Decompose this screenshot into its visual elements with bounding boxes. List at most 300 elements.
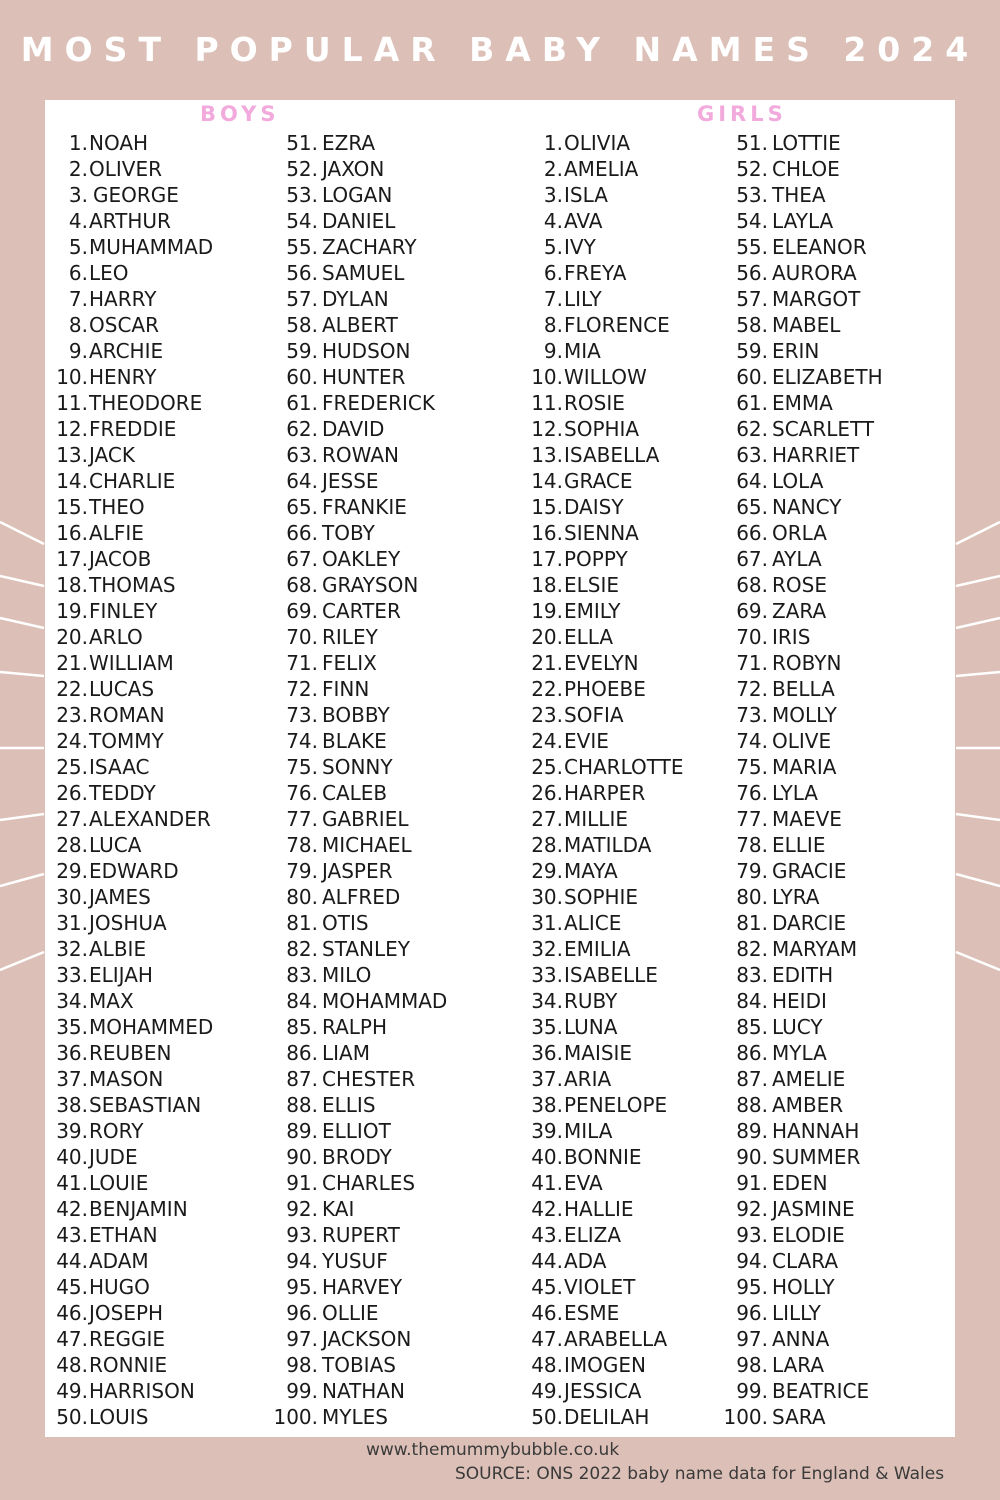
baby-name: RILEY <box>322 625 378 649</box>
baby-name: VIOLET <box>564 1275 636 1299</box>
rank-number: 20. <box>531 625 563 649</box>
baby-name: CHESTER <box>322 1067 416 1091</box>
list-item <box>0 988 1000 1014</box>
rank-number: 12. <box>531 417 563 441</box>
rank-number: 93. <box>286 1223 318 1247</box>
rank-number: 69. <box>736 599 768 623</box>
baby-name: ROWAN <box>322 443 399 467</box>
baby-name: ROBYN <box>772 651 842 675</box>
baby-name: ARIA <box>564 1067 612 1091</box>
website-url: www.themummybubble.co.uk <box>366 1440 620 1460</box>
list-item <box>0 1014 1000 1040</box>
baby-name: MAISIE <box>564 1041 633 1065</box>
source-note: SOURCE: ONS 2022 baby name data for England & Wales <box>455 1464 945 1484</box>
baby-name: LOTTIE <box>772 131 841 155</box>
baby-name: FREDDIE <box>89 417 177 441</box>
baby-name: HUNTER <box>322 365 406 389</box>
baby-name: BEATRICE <box>772 1379 870 1403</box>
baby-name: CLARA <box>772 1249 839 1273</box>
baby-name: LAYLA <box>772 209 834 233</box>
list-item <box>0 208 1000 234</box>
baby-name: ADAM <box>89 1249 149 1273</box>
rank-number: 98. <box>736 1353 768 1377</box>
rank-number: 43. <box>531 1223 563 1247</box>
baby-name: MAEVE <box>772 807 842 831</box>
list-item <box>0 1274 1000 1300</box>
baby-name: FLORENCE <box>564 313 670 337</box>
rank-number: 81. <box>736 911 768 935</box>
rank-number: 77. <box>286 807 318 831</box>
baby-name: GABRIEL <box>322 807 409 831</box>
rank-number: 35. <box>531 1015 563 1039</box>
baby-name: REGGIE <box>89 1327 166 1351</box>
rank-number: 71. <box>286 651 318 675</box>
rank-number: 44. <box>531 1249 563 1273</box>
rank-number: 74. <box>736 729 768 753</box>
rank-number: 19. <box>531 599 563 623</box>
list-item <box>0 702 1000 728</box>
list-item <box>0 1378 1000 1404</box>
baby-name: HENRY <box>89 365 157 389</box>
rank-number: 79. <box>736 859 768 883</box>
rank-number: 45. <box>56 1275 88 1299</box>
baby-name: LUCY <box>772 1015 823 1039</box>
rank-number: 91. <box>736 1171 768 1195</box>
rank-number: 23. <box>531 703 563 727</box>
rank-number: 64. <box>286 469 318 493</box>
baby-name: OLLIE <box>322 1301 379 1325</box>
rank-number: 42. <box>531 1197 563 1221</box>
baby-name: SOPHIA <box>564 417 640 441</box>
baby-name: LUCAS <box>89 677 155 701</box>
baby-name: THOMAS <box>89 573 176 597</box>
baby-name: LIAM <box>322 1041 370 1065</box>
baby-name: AVA <box>564 209 603 233</box>
rank-number: 70. <box>736 625 768 649</box>
baby-name: JAXON <box>322 157 385 181</box>
baby-name: MAX <box>89 989 134 1013</box>
rank-number: 30. <box>531 885 563 909</box>
rank-number: 6. <box>68 261 88 285</box>
baby-name: WILLOW <box>564 365 647 389</box>
baby-name: ETHAN <box>89 1223 158 1247</box>
rank-number: 52. <box>286 157 318 181</box>
rank-number: 89. <box>736 1119 768 1143</box>
baby-name: MOLLY <box>772 703 837 727</box>
baby-name: ELIJAH <box>89 963 153 987</box>
baby-name: OLIVIA <box>564 131 631 155</box>
baby-name: NOAH <box>89 131 149 155</box>
rank-number: 28. <box>56 833 88 857</box>
rank-number: 1. <box>543 131 563 155</box>
rank-number: 61. <box>286 391 318 415</box>
baby-name: JESSICA <box>564 1379 642 1403</box>
rank-number: 25. <box>531 755 563 779</box>
rank-number: 65. <box>736 495 768 519</box>
rank-number: 71. <box>736 651 768 675</box>
list-item <box>0 1352 1000 1378</box>
baby-name: EMMA <box>772 391 833 415</box>
rank-number: 40. <box>56 1145 88 1169</box>
baby-name: YUSUF <box>322 1249 388 1273</box>
baby-name: THEO <box>89 495 145 519</box>
rank-number: 78. <box>736 833 768 857</box>
baby-name: JACK <box>89 443 135 467</box>
page-title: MOST POPULAR BABY NAMES 2024 <box>20 30 980 69</box>
list-item <box>0 338 1000 364</box>
rank-number: 84. <box>736 989 768 1013</box>
baby-name: LEO <box>89 261 129 285</box>
baby-name: OAKLEY <box>322 547 401 571</box>
rank-number: 58. <box>286 313 318 337</box>
rank-number: 54. <box>286 209 318 233</box>
baby-name: SUMMER <box>772 1145 861 1169</box>
rank-number: 51. <box>286 131 318 155</box>
baby-name: HUDSON <box>322 339 411 363</box>
baby-name: ARCHIE <box>89 339 164 363</box>
list-item <box>0 1326 1000 1352</box>
list-item <box>0 156 1000 182</box>
baby-name: DAVID <box>322 417 385 441</box>
list-item <box>0 754 1000 780</box>
list-item <box>0 806 1000 832</box>
baby-name: ESME <box>564 1301 620 1325</box>
baby-name: ORLA <box>772 521 827 545</box>
baby-name: MUHAMMAD <box>89 235 214 259</box>
baby-name: EVELYN <box>564 651 639 675</box>
rank-number: 67. <box>286 547 318 571</box>
rank-number: 58. <box>736 313 768 337</box>
rank-number: 11. <box>531 391 563 415</box>
baby-name: IVY <box>564 235 596 259</box>
baby-name: ISABELLA <box>564 443 660 467</box>
baby-name: CARTER <box>322 599 401 623</box>
rank-number: 95. <box>736 1275 768 1299</box>
rank-number: 62. <box>736 417 768 441</box>
rank-number: 75. <box>286 755 318 779</box>
rank-number: 82. <box>286 937 318 961</box>
rank-number: 26. <box>531 781 563 805</box>
baby-name: FREYA <box>564 261 627 285</box>
rank-number: 41. <box>531 1171 563 1195</box>
rank-number: 7. <box>68 287 88 311</box>
baby-name: DYLAN <box>322 287 389 311</box>
rank-number: 18. <box>56 573 88 597</box>
baby-name: POPPY <box>564 547 628 571</box>
list-item <box>0 1222 1000 1248</box>
baby-name: SAMUEL <box>322 261 405 285</box>
baby-name: LOUIS <box>89 1405 149 1429</box>
baby-name: EZRA <box>322 131 376 155</box>
baby-name: ALBERT <box>322 313 398 337</box>
list-item <box>0 390 1000 416</box>
baby-name: FREDERICK <box>322 391 435 415</box>
baby-name: OLIVER <box>89 157 162 181</box>
rank-number: 85. <box>286 1015 318 1039</box>
rank-number: 32. <box>531 937 563 961</box>
baby-name: ALFIE <box>89 521 144 545</box>
rank-number: 31. <box>56 911 88 935</box>
baby-name: MARYAM <box>772 937 858 961</box>
rank-number: 1. <box>68 131 88 155</box>
rank-number: 40. <box>531 1145 563 1169</box>
list-item <box>0 234 1000 260</box>
list-item <box>0 1196 1000 1222</box>
rank-number: 37. <box>531 1067 563 1091</box>
baby-name: ALBIE <box>89 937 147 961</box>
rank-number: 96. <box>286 1301 318 1325</box>
baby-name: MOHAMMAD <box>322 989 448 1013</box>
rank-number: 44. <box>56 1249 88 1273</box>
baby-name: ALICE <box>564 911 622 935</box>
rank-number: 91. <box>286 1171 318 1195</box>
baby-name: DELILAH <box>564 1405 650 1429</box>
rank-number: 27. <box>56 807 88 831</box>
baby-name: NANCY <box>772 495 842 519</box>
baby-name: DANIEL <box>322 209 396 233</box>
rank-number: 94. <box>286 1249 318 1273</box>
rank-number: 86. <box>286 1041 318 1065</box>
rank-number: 87. <box>286 1067 318 1091</box>
baby-name: SCARLETT <box>772 417 875 441</box>
baby-name: LOLA <box>772 469 824 493</box>
rank-number: 77. <box>736 807 768 831</box>
rank-number: 87. <box>736 1067 768 1091</box>
baby-name: ALEXANDER <box>89 807 211 831</box>
rank-number: 33. <box>56 963 88 987</box>
rank-number: 66. <box>736 521 768 545</box>
rank-number: 63. <box>286 443 318 467</box>
baby-name: ELIZA <box>564 1223 622 1247</box>
list-item <box>0 546 1000 572</box>
rank-number: 74. <box>286 729 318 753</box>
rank-number: 23. <box>56 703 88 727</box>
list-item <box>0 858 1000 884</box>
rank-number: 57. <box>286 287 318 311</box>
baby-name: ARABELLA <box>564 1327 668 1351</box>
rank-number: 31. <box>531 911 563 935</box>
rank-number: 46. <box>56 1301 88 1325</box>
boys-heading: BOYS <box>200 102 280 126</box>
baby-name: BLAKE <box>322 729 387 753</box>
baby-name: AMBER <box>772 1093 844 1117</box>
rank-number: 93. <box>736 1223 768 1247</box>
rank-number: 75. <box>736 755 768 779</box>
list-item <box>0 1066 1000 1092</box>
list-item <box>0 130 1000 156</box>
rank-number: 56. <box>286 261 318 285</box>
baby-name: ROSIE <box>564 391 625 415</box>
baby-name: HUGO <box>89 1275 150 1299</box>
rank-number: 15. <box>531 495 563 519</box>
girls-heading: GIRLS <box>697 102 787 126</box>
baby-name: ZARA <box>772 599 827 623</box>
rank-number: 42. <box>56 1197 88 1221</box>
rank-number: 9. <box>543 339 563 363</box>
rank-number: 82. <box>736 937 768 961</box>
rank-number: 2. <box>543 157 563 181</box>
list-item <box>0 962 1000 988</box>
rank-number: 13. <box>531 443 563 467</box>
baby-name: BONNIE <box>564 1145 642 1169</box>
baby-name: CHARLOTTE <box>564 755 684 779</box>
rank-number: 37. <box>56 1067 88 1091</box>
rank-number: 21. <box>531 651 563 675</box>
baby-name: RUPERT <box>322 1223 400 1247</box>
rank-number: 53. <box>286 183 318 207</box>
rank-number: 73. <box>286 703 318 727</box>
rank-number: 43. <box>56 1223 88 1247</box>
rank-number: 46. <box>531 1301 563 1325</box>
baby-name: CHARLES <box>322 1171 416 1195</box>
rank-number: 22. <box>531 677 563 701</box>
rank-number: 70. <box>286 625 318 649</box>
baby-name: RUBY <box>564 989 618 1013</box>
baby-name: MILLIE <box>564 807 628 831</box>
baby-name: RALPH <box>322 1015 388 1039</box>
rank-number: 9. <box>68 339 88 363</box>
baby-name: ADA <box>564 1249 607 1273</box>
rank-number: 54. <box>736 209 768 233</box>
rank-number: 90. <box>286 1145 318 1169</box>
baby-name: ISAAC <box>89 755 150 779</box>
rank-number: 64. <box>736 469 768 493</box>
rank-number: 96. <box>736 1301 768 1325</box>
rank-number: 35. <box>56 1015 88 1039</box>
baby-name: AMELIA <box>564 157 639 181</box>
rank-number: 33. <box>531 963 563 987</box>
baby-name: MASON <box>89 1067 164 1091</box>
baby-name: ARTHUR <box>89 209 171 233</box>
baby-name: WILLIAM <box>89 651 174 675</box>
baby-name: LYRA <box>772 885 820 909</box>
baby-name: HARRISON <box>89 1379 195 1403</box>
rank-number: 88. <box>286 1093 318 1117</box>
baby-name: GEORGE <box>93 183 179 207</box>
baby-name: SARA <box>772 1405 826 1429</box>
rank-number: 48. <box>56 1353 88 1377</box>
rank-number: 5. <box>543 235 563 259</box>
rank-number: 11. <box>56 391 88 415</box>
baby-name: ELODIE <box>772 1223 845 1247</box>
list-item <box>0 1404 1000 1430</box>
rank-number: 68. <box>736 573 768 597</box>
rank-number: 14. <box>531 469 563 493</box>
rank-number: 83. <box>286 963 318 987</box>
rank-number: 56. <box>736 261 768 285</box>
rank-number: 8. <box>543 313 563 337</box>
rank-number: 10. <box>56 365 88 389</box>
baby-name: BRODY <box>322 1145 392 1169</box>
list-item <box>0 312 1000 338</box>
baby-name: ELLA <box>564 625 614 649</box>
rank-number: 62. <box>286 417 318 441</box>
list-item <box>0 1092 1000 1118</box>
rank-number: 3. <box>68 183 88 207</box>
rank-number: 55. <box>736 235 768 259</box>
baby-name: SOPHIE <box>564 885 639 909</box>
rank-number: 2. <box>68 157 88 181</box>
rank-number: 16. <box>531 521 563 545</box>
baby-name: ISLA <box>564 183 608 207</box>
baby-name: IRIS <box>772 625 811 649</box>
baby-name: TOBIAS <box>322 1353 396 1377</box>
rank-number: 14. <box>56 469 88 493</box>
rank-number: 79. <box>286 859 318 883</box>
baby-name: HALLIE <box>564 1197 634 1221</box>
baby-name: ELEANOR <box>772 235 867 259</box>
baby-name: AURORA <box>772 261 857 285</box>
rank-number: 60. <box>286 365 318 389</box>
rank-number: 3. <box>543 183 563 207</box>
rank-number: 59. <box>286 339 318 363</box>
baby-name: MATILDA <box>564 833 652 857</box>
rank-number: 17. <box>531 547 563 571</box>
baby-name: THEA <box>772 183 826 207</box>
baby-name: MOHAMMED <box>89 1015 214 1039</box>
baby-name: HARRY <box>89 287 157 311</box>
baby-name: EDITH <box>772 963 834 987</box>
baby-name: MILO <box>322 963 372 987</box>
baby-name: ISABELLE <box>564 963 658 987</box>
rank-number: 25. <box>56 755 88 779</box>
rank-number: 4. <box>68 209 88 233</box>
rank-number: 24. <box>56 729 88 753</box>
baby-name: LOUIE <box>89 1171 149 1195</box>
baby-name: REUBEN <box>89 1041 172 1065</box>
rank-number: 72. <box>286 677 318 701</box>
baby-name: SIENNA <box>564 521 639 545</box>
rank-number: 97. <box>736 1327 768 1351</box>
baby-name: FINLEY <box>89 599 158 623</box>
baby-name: AYLA <box>772 547 822 571</box>
rank-number: 39. <box>56 1119 88 1143</box>
baby-name: LYLA <box>772 781 818 805</box>
baby-name: MILA <box>564 1119 613 1143</box>
rank-number: 32. <box>56 937 88 961</box>
baby-name: OLIVE <box>772 729 832 753</box>
rank-number: 47. <box>531 1327 563 1351</box>
baby-name: HARPER <box>564 781 646 805</box>
baby-name: GRAYSON <box>322 573 419 597</box>
rank-number: 18. <box>531 573 563 597</box>
baby-name: HEIDI <box>772 989 827 1013</box>
baby-name: EDWARD <box>89 859 179 883</box>
list-item <box>0 910 1000 936</box>
baby-name: ROMAN <box>89 703 165 727</box>
baby-name: JACOB <box>89 547 152 571</box>
baby-name: JAMES <box>89 885 151 909</box>
rank-number: 22. <box>56 677 88 701</box>
baby-name: ELSIE <box>564 573 620 597</box>
list-item <box>0 1040 1000 1066</box>
rank-number: 61. <box>736 391 768 415</box>
list-item <box>0 572 1000 598</box>
baby-name: LILY <box>564 287 602 311</box>
baby-name: MYLES <box>322 1405 388 1429</box>
baby-name: FELIX <box>322 651 377 675</box>
rank-number: 10. <box>531 365 563 389</box>
baby-name: MAYA <box>564 859 618 883</box>
list-item <box>0 182 1000 208</box>
rank-number: 98. <box>286 1353 318 1377</box>
rank-number: 78. <box>286 833 318 857</box>
baby-name: SEBASTIAN <box>89 1093 202 1117</box>
baby-name: EDEN <box>772 1171 828 1195</box>
rank-number: 86. <box>736 1041 768 1065</box>
list-item <box>0 650 1000 676</box>
baby-name: LOGAN <box>322 183 393 207</box>
